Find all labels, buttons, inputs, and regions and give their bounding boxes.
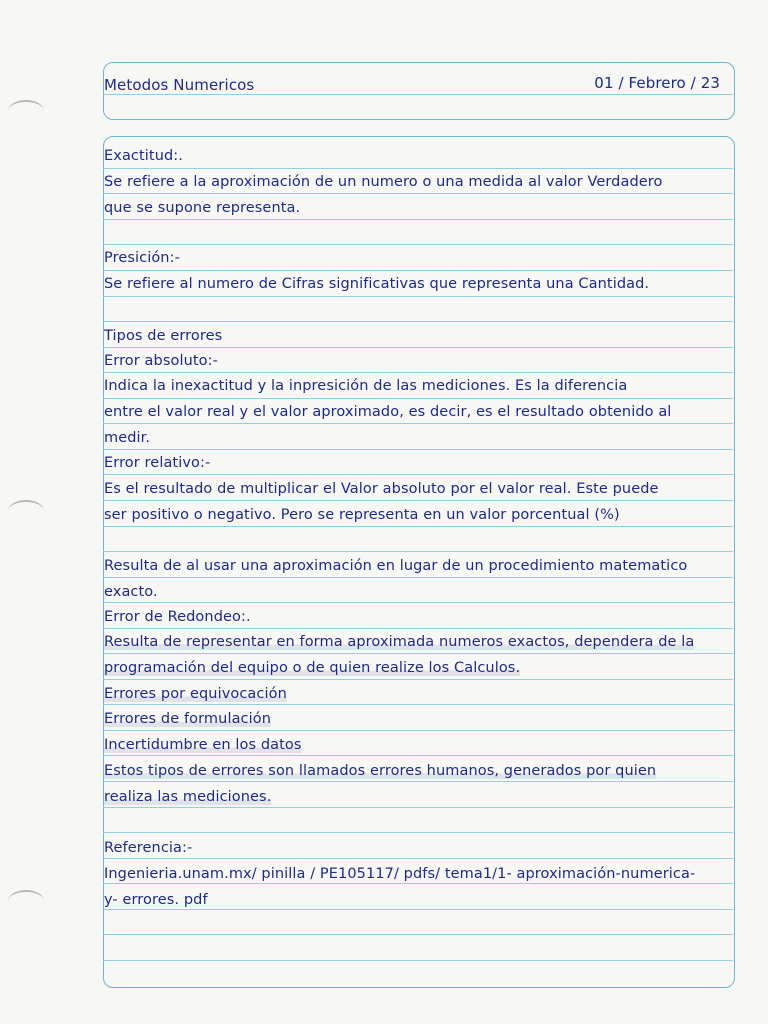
text-line: exacto. [104,584,158,600]
text-line: que se supone representa. [104,200,301,216]
binder-hole-mark [8,890,44,912]
heading-tipos-errores: Tipos de errores [104,328,223,344]
text-line: ser positivo o negativo. Pero se representa en un valor porcentual (%) [104,507,620,523]
note-date: 01 / Febrero / 23 [594,74,720,92]
text-line: entre el valor real y el valor aproximado, es decir, es el resultado obtenido al [104,404,672,420]
header-rule [103,94,733,95]
text-line: programación del equipo o de quien realize los Calculos. [104,660,521,676]
text-line: Estos tipos de errores son llamados errores humanos, generados por quien [104,763,657,779]
text-line: Indica la inexactitud y la inpresición de las mediciones. Es la diferencia [104,378,628,394]
heading-error-relativo: Error relativo:- [104,455,211,471]
heading-referencia: Referencia:- [104,840,193,856]
heading-precision: Presición:- [104,250,180,266]
text-line: Resulta de al usar una aproximación en lugar de un procedimiento matematico [104,558,688,574]
heading-error-redondeo: Error de Redondeo:. [104,609,251,625]
reference-line: Ingenieria.unam.mx/ pinilla / PE105117/ pdfs/ tema1/1- aproximación-numerica- [104,866,696,882]
text-line: Resulta de representar en forma aproximada numeros exactos, dependera de la [104,634,695,650]
binder-hole-mark [8,100,44,122]
binder-hole-mark [8,500,44,522]
text-line: Es el resultado de multiplicar el Valor absoluto por el valor real. Este puede [104,481,659,497]
text-line: Errores de formulación [104,711,272,727]
reference-line: y- errores. pdf [104,892,208,908]
heading-exactitud: Exactitud:. [104,148,183,164]
text-line: medir. [104,430,151,446]
text-line: Se refiere a la aproximación de un numero o una medida al valor Verdadero [104,174,663,190]
subject-title: Metodos Numericos [104,76,255,94]
text-line: realiza las mediciones. [104,789,272,805]
text-line: Errores por equivocación [104,686,287,702]
text-line: Se refiere al numero de Cifras significativas que representa una Cantidad. [104,276,650,292]
text-line: Incertidumbre en los datos [104,737,302,753]
heading-error-absoluto: Error absoluto:- [104,353,218,369]
